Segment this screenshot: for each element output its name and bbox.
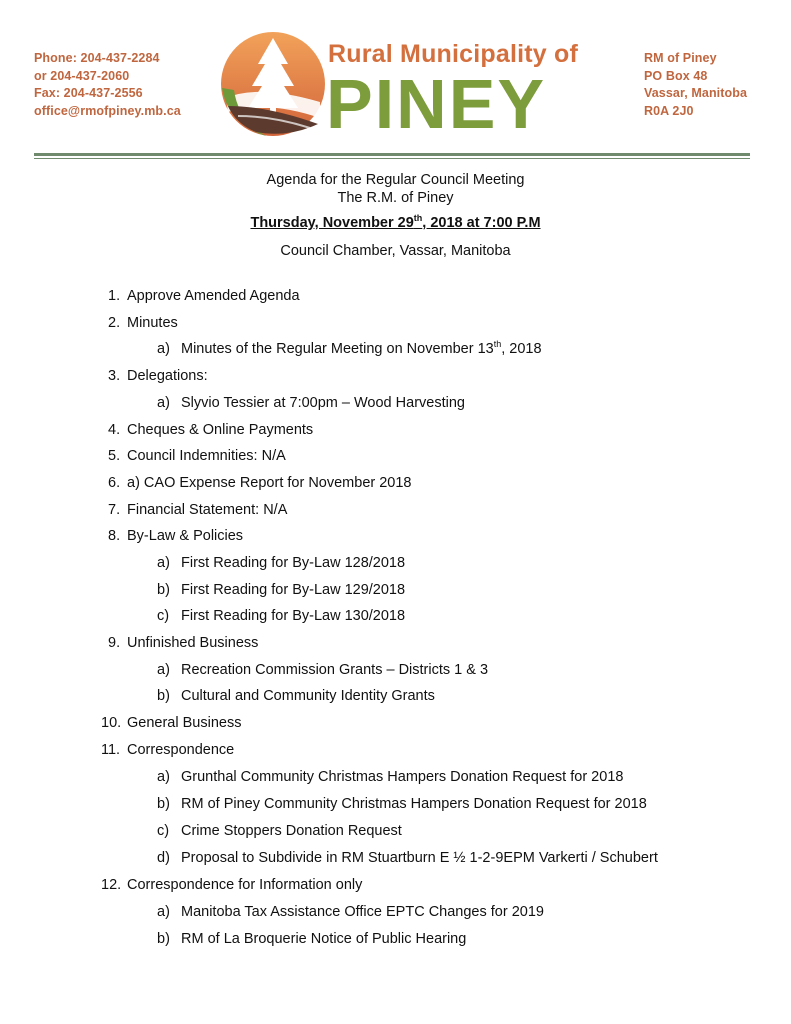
subitem-letter: a) bbox=[157, 662, 170, 678]
item-text: By-Law & Policies bbox=[127, 528, 244, 544]
item-text: Financial Statement: N/A bbox=[127, 502, 288, 518]
email-line: office@rmofpiney.mb.ca bbox=[34, 103, 181, 118]
subitem-text: Proposal to Subdivide in RM Stuartburn E ½ 1-2-9EPM Varkerti / Schubert bbox=[181, 850, 658, 866]
meeting-date-suffix-sup: th bbox=[413, 213, 423, 224]
subitem-text bbox=[181, 340, 542, 358]
meeting-date bbox=[0, 214, 791, 232]
logo-title-main: PINEY bbox=[326, 65, 547, 143]
item-number: 3. bbox=[108, 368, 121, 384]
item-number: 4. bbox=[108, 422, 121, 438]
logo-title-top: Rural Municipality of bbox=[328, 40, 579, 68]
subitem-text-end: , 2018 bbox=[501, 341, 542, 357]
subitem-text: First Reading for By-Law 128/2018 bbox=[181, 555, 406, 571]
item-text: Unfinished Business bbox=[127, 635, 259, 651]
item-text: Delegations: bbox=[127, 368, 208, 384]
item-number: 12. bbox=[101, 877, 122, 893]
meeting-location: Council Chamber, Vassar, Manitoba bbox=[280, 243, 511, 259]
subitem-text: First Reading for By-Law 129/2018 bbox=[181, 582, 406, 598]
subitem-letter: a) bbox=[157, 555, 170, 571]
subitem-letter: d) bbox=[157, 850, 170, 866]
item-text: Correspondence bbox=[127, 742, 235, 758]
meeting-date-prefix: Thursday, November 29 bbox=[250, 215, 414, 231]
item-number: 6. bbox=[108, 475, 121, 491]
subitem-text: Manitoba Tax Assistance Office EPTC Changes for 2019 bbox=[181, 904, 544, 920]
tree-emblem-icon bbox=[218, 28, 328, 140]
meeting-date-suffix: , 2018 at 7:00 P.M bbox=[422, 215, 541, 231]
item-text: General Business bbox=[127, 715, 242, 731]
subitem-letter: b) bbox=[157, 688, 170, 704]
item-text: Correspondence for Information only bbox=[127, 877, 363, 893]
item-number: 1. bbox=[108, 288, 121, 304]
address-box: PO Box 48 bbox=[644, 68, 708, 83]
subitem-text-main: Minutes of the Regular Meeting on November 13 bbox=[181, 341, 494, 357]
phone-line: Phone: 204-437-2284 bbox=[34, 51, 160, 65]
subitem-text: Crime Stoppers Donation Request bbox=[181, 823, 402, 839]
item-number: 5. bbox=[108, 448, 121, 464]
header-divider-thin bbox=[34, 158, 750, 159]
address-postal: R0A 2J0 bbox=[644, 103, 694, 118]
subitem-text: RM of La Broquerie Notice of Public Hearing bbox=[181, 931, 467, 947]
subitem-letter: b) bbox=[157, 796, 170, 812]
fax-line: Fax: 204-437-2556 bbox=[34, 86, 143, 100]
subitem-text: RM of Piney Community Christmas Hampers Donation Request for 2018 bbox=[181, 796, 647, 812]
item-text: Cheques & Online Payments bbox=[127, 422, 314, 438]
subitem-letter: c) bbox=[157, 608, 170, 624]
item-number: 11. bbox=[101, 742, 121, 758]
subitem-text: Grunthal Community Christmas Hampers Donation Request for 2018 bbox=[181, 769, 624, 785]
item-text: Approve Amended Agenda bbox=[127, 288, 300, 304]
item-text: a) CAO Expense Report for November 2018 bbox=[127, 475, 412, 491]
contact-info-right bbox=[644, 50, 747, 120]
item-text: Council Indemnities: N/A bbox=[127, 448, 286, 464]
subitem-letter: a) bbox=[157, 395, 170, 411]
subitem-letter: a) bbox=[157, 769, 170, 785]
item-number: 2. bbox=[108, 315, 121, 331]
subitem-text: Cultural and Community Identity Grants bbox=[181, 688, 435, 704]
subitem-letter: a) bbox=[157, 904, 170, 920]
alt-phone-line: or 204-437-2060 bbox=[34, 68, 130, 83]
item-number: 10. bbox=[101, 715, 122, 731]
subitem-letter: a) bbox=[157, 341, 170, 357]
contact-info-left bbox=[34, 50, 181, 120]
subitem-letter: c) bbox=[157, 823, 170, 839]
agenda-title: Agenda for the Regular Council Meeting bbox=[266, 172, 525, 188]
subitem-text-sup: th bbox=[493, 339, 502, 350]
address-city: Vassar, Manitoba bbox=[644, 86, 748, 100]
item-number: 7. bbox=[108, 502, 121, 518]
subitem-letter: b) bbox=[157, 582, 170, 598]
item-number: 9. bbox=[108, 635, 121, 651]
subitem-letter: b) bbox=[157, 931, 170, 947]
header-divider bbox=[34, 153, 750, 156]
address-name: RM of Piney bbox=[644, 51, 717, 65]
item-number: 8. bbox=[108, 528, 121, 544]
subitem-text: Slyvio Tessier at 7:00pm – Wood Harvesting bbox=[181, 395, 465, 411]
municipality-logo bbox=[218, 28, 579, 143]
subitem-text: Recreation Commission Grants – Districts 1 & 3 bbox=[181, 662, 489, 678]
subitem-text: First Reading for By-Law 130/2018 bbox=[181, 608, 406, 624]
item-text: Minutes bbox=[127, 315, 178, 331]
agenda-subtitle: The R.M. of Piney bbox=[337, 190, 454, 206]
